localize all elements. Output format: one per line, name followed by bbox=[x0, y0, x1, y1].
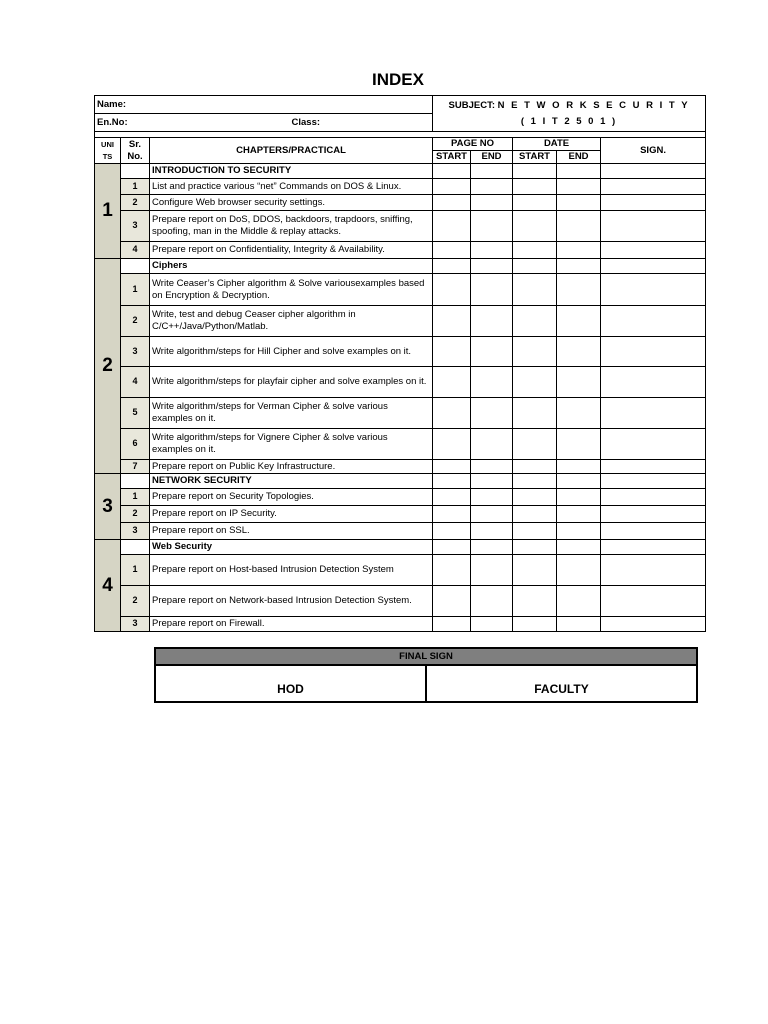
date-end-cell[interactable] bbox=[557, 398, 601, 429]
page-end-cell[interactable] bbox=[471, 398, 513, 429]
subject-code: ( 1 I T 2 5 0 1 ) bbox=[520, 115, 618, 127]
col-page-start: START bbox=[433, 151, 471, 164]
page-start-cell[interactable] bbox=[433, 211, 471, 242]
practical-text: Write, test and debug Ceaser cipher algorithm in C/C++/Java/Python/Matlab. bbox=[150, 306, 433, 337]
page-end-cell[interactable] bbox=[471, 429, 513, 460]
practical-text: Prepare report on Confidentiality, Integrity & Availability. bbox=[150, 242, 433, 259]
entry-cell[interactable] bbox=[471, 540, 513, 555]
entry-cell[interactable] bbox=[557, 540, 601, 555]
date-start-cell[interactable] bbox=[513, 274, 557, 306]
table-row bbox=[95, 489, 706, 506]
entry-cell[interactable] bbox=[601, 164, 706, 179]
date-end-cell[interactable] bbox=[557, 337, 601, 367]
sr-no: 5 bbox=[121, 398, 150, 429]
table-row bbox=[95, 617, 706, 632]
date-end-cell[interactable] bbox=[557, 506, 601, 523]
sign-cell[interactable] bbox=[601, 555, 706, 586]
sign-cell[interactable] bbox=[601, 506, 706, 523]
table-row bbox=[95, 523, 706, 540]
col-date-start: START bbox=[513, 151, 557, 164]
entry-cell[interactable] bbox=[557, 474, 601, 489]
sr-blank bbox=[121, 474, 150, 489]
entry-cell[interactable] bbox=[601, 259, 706, 274]
page-end-cell[interactable] bbox=[471, 460, 513, 474]
date-start-cell[interactable] bbox=[513, 617, 557, 632]
entry-cell[interactable] bbox=[513, 164, 557, 179]
sr-blank bbox=[121, 164, 150, 179]
col-sign: SIGN. bbox=[601, 138, 706, 164]
date-end-cell[interactable] bbox=[557, 489, 601, 506]
page-end-cell[interactable] bbox=[471, 195, 513, 211]
sign-cell[interactable] bbox=[601, 586, 706, 617]
table-row bbox=[95, 274, 706, 306]
practical-text: Write algorithm/steps for playfair cipher and solve examples on it. bbox=[150, 367, 433, 398]
final-sign-label: FINAL SIGN bbox=[156, 649, 696, 666]
entry-cell[interactable] bbox=[601, 474, 706, 489]
table-row bbox=[95, 179, 706, 195]
practical-text: Write algorithm/steps for Hill Cipher and solve examples on it. bbox=[150, 337, 433, 367]
unit-number: 4 bbox=[95, 540, 121, 632]
page-start-cell[interactable] bbox=[433, 398, 471, 429]
unit-title: Ciphers bbox=[150, 259, 433, 274]
table-row bbox=[95, 586, 706, 617]
date-start-cell[interactable] bbox=[513, 460, 557, 474]
page-end-cell[interactable] bbox=[471, 179, 513, 195]
practical-text: Prepare report on Security Topologies. bbox=[150, 489, 433, 506]
sr-no: 7 bbox=[121, 460, 150, 474]
page-end-cell[interactable] bbox=[471, 211, 513, 242]
page-title: INDEX bbox=[372, 70, 424, 89]
date-start-cell[interactable] bbox=[513, 242, 557, 259]
date-end-cell[interactable] bbox=[557, 179, 601, 195]
page-start-cell[interactable] bbox=[433, 555, 471, 586]
date-end-cell[interactable] bbox=[557, 617, 601, 632]
table-row bbox=[95, 367, 706, 398]
date-end-cell[interactable] bbox=[557, 429, 601, 460]
entry-cell[interactable] bbox=[471, 474, 513, 489]
date-end-cell[interactable] bbox=[557, 195, 601, 211]
practical-text: Write Ceaser’s Cipher algorithm & Solve variousexamples based on Encryption & Decryption. bbox=[150, 274, 433, 306]
date-end-cell[interactable] bbox=[557, 242, 601, 259]
page-end-cell[interactable] bbox=[471, 506, 513, 523]
entry-cell[interactable] bbox=[601, 540, 706, 555]
date-start-cell[interactable] bbox=[513, 179, 557, 195]
page-start-cell[interactable] bbox=[433, 367, 471, 398]
page-end-cell[interactable] bbox=[471, 367, 513, 398]
unit-number: 1 bbox=[95, 164, 121, 259]
page-end-cell[interactable] bbox=[471, 523, 513, 540]
date-start-cell[interactable] bbox=[513, 555, 557, 586]
sr-no: 4 bbox=[121, 367, 150, 398]
table-row bbox=[95, 429, 706, 460]
unit-title: NETWORK SECURITY bbox=[150, 474, 433, 489]
date-end-cell[interactable] bbox=[557, 586, 601, 617]
sr-no: 6 bbox=[121, 429, 150, 460]
practical-text: Prepare report on Network-based Intrusion Detection System. bbox=[150, 586, 433, 617]
page-end-cell[interactable] bbox=[471, 617, 513, 632]
table-row bbox=[95, 460, 706, 474]
practical-text: Prepare report on IP Security. bbox=[150, 506, 433, 523]
entry-cell[interactable] bbox=[513, 474, 557, 489]
name-label: Name: bbox=[95, 96, 433, 114]
sr-no: 2 bbox=[121, 586, 150, 617]
sr-blank bbox=[121, 540, 150, 555]
sr-blank bbox=[121, 259, 150, 274]
page-start-cell[interactable] bbox=[433, 337, 471, 367]
col-chapters: CHAPTERS/PRACTICAL bbox=[150, 138, 433, 164]
page-start-cell[interactable] bbox=[433, 306, 471, 337]
page-start-cell[interactable] bbox=[433, 523, 471, 540]
subject-value: N E T W O R K S E C U R I T Y bbox=[497, 99, 690, 111]
practical-text: Write algorithm/steps for Vignere Cipher & solve various examples on it. bbox=[150, 429, 433, 460]
index-table bbox=[94, 95, 706, 632]
table-row bbox=[95, 306, 706, 337]
table-row bbox=[95, 211, 706, 242]
practical-text: List and practice various “net” Commands on DOS & Linux. bbox=[150, 179, 433, 195]
page-start-cell[interactable] bbox=[433, 195, 471, 211]
page-end-cell[interactable] bbox=[471, 306, 513, 337]
page-end-cell[interactable] bbox=[471, 489, 513, 506]
sign-cell[interactable] bbox=[601, 367, 706, 398]
sign-cell[interactable] bbox=[601, 306, 706, 337]
sign-cell[interactable] bbox=[601, 398, 706, 429]
date-start-cell[interactable] bbox=[513, 398, 557, 429]
sign-cell[interactable] bbox=[601, 179, 706, 195]
date-end-cell[interactable] bbox=[557, 555, 601, 586]
date-end-cell[interactable] bbox=[557, 460, 601, 474]
sr-no: 1 bbox=[121, 179, 150, 195]
page-start-cell[interactable] bbox=[433, 506, 471, 523]
subject-label: SUBJECT: bbox=[448, 99, 495, 111]
page-start-cell[interactable] bbox=[433, 242, 471, 259]
date-start-cell[interactable] bbox=[513, 337, 557, 367]
date-end-cell[interactable] bbox=[557, 274, 601, 306]
table-row bbox=[95, 555, 706, 586]
entry-cell[interactable] bbox=[433, 474, 471, 489]
subject-cell bbox=[433, 96, 706, 132]
date-end-cell[interactable] bbox=[557, 211, 601, 242]
date-start-cell[interactable] bbox=[513, 195, 557, 211]
date-end-cell[interactable] bbox=[557, 523, 601, 540]
sign-cell[interactable] bbox=[601, 337, 706, 367]
entry-cell[interactable] bbox=[557, 164, 601, 179]
sr-no: 2 bbox=[121, 306, 150, 337]
sr-no: 1 bbox=[121, 555, 150, 586]
entry-cell[interactable] bbox=[471, 259, 513, 274]
sr-no: 3 bbox=[121, 337, 150, 367]
date-start-cell[interactable] bbox=[513, 489, 557, 506]
sign-cell[interactable] bbox=[601, 429, 706, 460]
sr-no: 3 bbox=[121, 617, 150, 632]
date-start-cell[interactable] bbox=[513, 429, 557, 460]
sign-cell[interactable] bbox=[601, 617, 706, 632]
sr-no: 3 bbox=[121, 523, 150, 540]
date-end-cell[interactable] bbox=[557, 306, 601, 337]
sign-cell[interactable] bbox=[601, 489, 706, 506]
col-date: DATE bbox=[513, 138, 601, 151]
page-end-cell[interactable] bbox=[471, 555, 513, 586]
page-end-cell[interactable] bbox=[471, 242, 513, 259]
practical-text: Prepare report on Firewall. bbox=[150, 617, 433, 632]
date-start-cell[interactable] bbox=[513, 523, 557, 540]
sr-no: 1 bbox=[121, 489, 150, 506]
page-start-cell[interactable] bbox=[433, 460, 471, 474]
page-start-cell[interactable] bbox=[433, 489, 471, 506]
col-units: UNI TS bbox=[95, 138, 121, 164]
practical-text: Prepare report on DoS, DDOS, backdoors, trapdoors, sniffing, spoofing, man in the Middle & replay attacks. bbox=[150, 211, 433, 242]
practical-text: Configure Web browser security settings. bbox=[150, 195, 433, 211]
col-page-no: PAGE NO bbox=[433, 138, 513, 151]
date-start-cell[interactable] bbox=[513, 211, 557, 242]
entry-cell[interactable] bbox=[433, 540, 471, 555]
unit-title: INTRODUCTION TO SECURITY bbox=[150, 164, 433, 179]
page-start-cell[interactable] bbox=[433, 586, 471, 617]
sign-cell[interactable] bbox=[601, 523, 706, 540]
unit-title: Web Security bbox=[150, 540, 433, 555]
page-end-cell[interactable] bbox=[471, 337, 513, 367]
entry-cell[interactable] bbox=[513, 259, 557, 274]
table-row bbox=[95, 337, 706, 367]
practical-text: Write algorithm/steps for Verman Cipher & solve various examples on it. bbox=[150, 398, 433, 429]
date-end-cell[interactable] bbox=[557, 367, 601, 398]
practical-text: Prepare report on SSL. bbox=[150, 523, 433, 540]
page-end-cell[interactable] bbox=[471, 586, 513, 617]
sr-no: 1 bbox=[121, 274, 150, 306]
page-start-cell[interactable] bbox=[433, 274, 471, 306]
class-label: Class: bbox=[291, 116, 321, 128]
col-sr: Sr. No. bbox=[121, 138, 150, 164]
date-start-cell[interactable] bbox=[513, 586, 557, 617]
date-start-cell[interactable] bbox=[513, 506, 557, 523]
faculty-sign-cell[interactable]: FACULTY bbox=[425, 666, 696, 701]
practical-text: Prepare report on Host-based Intrusion Detection System bbox=[150, 555, 433, 586]
final-sign-box bbox=[154, 647, 698, 703]
table-row bbox=[95, 506, 706, 523]
page-start-cell[interactable] bbox=[433, 429, 471, 460]
sign-cell[interactable] bbox=[601, 211, 706, 242]
sign-cell[interactable] bbox=[601, 195, 706, 211]
date-start-cell[interactable] bbox=[513, 306, 557, 337]
table-row bbox=[95, 242, 706, 259]
practical-text: Prepare report on Public Key Infrastructure. bbox=[150, 460, 433, 474]
sr-no: 4 bbox=[121, 242, 150, 259]
entry-cell[interactable] bbox=[557, 259, 601, 274]
sr-no: 2 bbox=[121, 195, 150, 211]
sr-no: 3 bbox=[121, 211, 150, 242]
entry-cell[interactable] bbox=[433, 259, 471, 274]
hod-sign-cell[interactable]: HOD bbox=[277, 682, 304, 696]
enno-label: En.No: bbox=[97, 116, 128, 128]
entry-cell[interactable] bbox=[471, 164, 513, 179]
entry-cell[interactable] bbox=[433, 164, 471, 179]
page-end-cell[interactable] bbox=[471, 274, 513, 306]
entry-cell[interactable] bbox=[513, 540, 557, 555]
sign-cell[interactable] bbox=[601, 274, 706, 306]
col-date-end: END bbox=[557, 151, 601, 164]
sr-no: 2 bbox=[121, 506, 150, 523]
sign-cell[interactable] bbox=[601, 242, 706, 259]
unit-number: 2 bbox=[95, 259, 121, 474]
table-row bbox=[95, 195, 706, 211]
enno-class-cell bbox=[95, 114, 433, 132]
col-page-end: END bbox=[471, 151, 513, 164]
date-start-cell[interactable] bbox=[513, 367, 557, 398]
sign-cell[interactable] bbox=[601, 460, 706, 474]
table-row bbox=[95, 398, 706, 429]
page-start-cell[interactable] bbox=[433, 179, 471, 195]
unit-number: 3 bbox=[95, 474, 121, 540]
page-start-cell[interactable] bbox=[433, 617, 471, 632]
